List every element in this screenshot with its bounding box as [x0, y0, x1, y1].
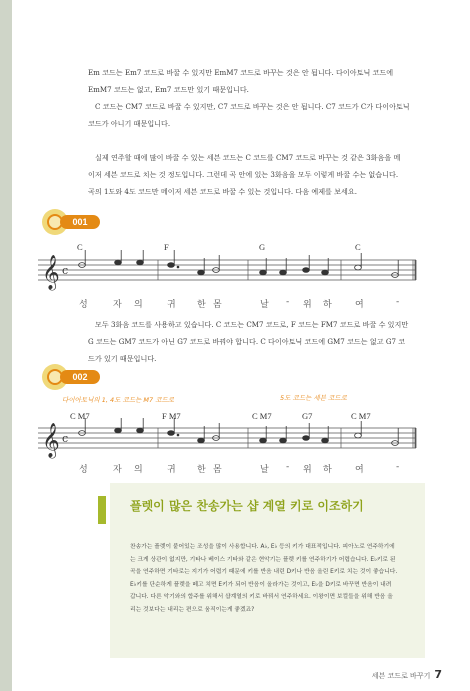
text-line: 곡을 연주하면 기타로는 지기가 어렵기 때문에 키를 반음 내린 D키나 반음 올린 E키로 치는 것이 좋습니다. [130, 569, 398, 576]
lyric-syllable: 자 [113, 465, 122, 475]
handwritten-note: 다이아토닉의 1, 4도 코드는 M7 코드로 [62, 396, 175, 404]
treble-clef-icon: 𝄞 [42, 423, 60, 458]
lyric-syllable: 귀 [167, 465, 176, 475]
lyric-syllable: - [286, 462, 290, 472]
text-line: C 코드는 CM7 코드로 바꿀 수 있지만, C7 코드로 바꾸는 것은 안 됩니다. C7 코드가 C가 다이아토닉 [95, 102, 410, 111]
text-line: 찬송가는 플렛이 붙어있는 조성을 많이 사용합니다. A♭, E♭ 등의 키가 대표적입니다. 피아노로 연주하기에 [130, 544, 395, 550]
tip-accent-bar [98, 496, 106, 524]
example-number: 001 [60, 215, 100, 229]
page-footer [372, 668, 442, 681]
example-number: 002 [60, 370, 100, 384]
music-staff-2 [38, 418, 418, 463]
lyric-syllable: 몸 [213, 300, 222, 310]
text-line: E♭키를 단순하게 플렛을 떼고 치면 E키가 되어 반음이 올라가는 것이고, E♭을 D키로 바꾸면 반음이 내려 [130, 581, 392, 588]
lyric-syllable: 위 [303, 465, 312, 475]
text-line: 모두 3화음 코드를 사용하고 있습니다. C 코드는 CM7 코드로, F 코드는 FM7 코드로 바꿀 수 있지만 [95, 320, 409, 329]
handwritten-note: 5도 코드는 세븐 코드로 [280, 394, 347, 402]
lyric-syllable: 성 [79, 300, 88, 310]
lyric-syllable: 날 [260, 300, 269, 310]
lyric-syllable: - [286, 297, 290, 307]
paragraph-2 [88, 149, 418, 200]
lyric-syllable: 성 [79, 465, 88, 475]
text-line: G 코드는 GM7 코드가 아닌 G7 코드로 바꿔야 합니다. C 다이아토닉 코드에 GM7 코드는 없고 G7 코 [88, 337, 406, 346]
lyric-syllable: 여 [355, 465, 364, 475]
chord-label: C M7 [70, 411, 90, 421]
chord-label: C [355, 242, 361, 252]
left-page-band [0, 0, 12, 691]
lyric-syllable: 하 [323, 465, 332, 475]
lyric-syllable: 의 [134, 465, 143, 475]
footer-section-label: 세븐 코드로 바꾸기 [371, 672, 431, 680]
text-line: 곡의 1도와 4도 코드만 메이저 세븐 코드로 바꿀 수 있는 것입니다. 다음 예제를 보세요. [88, 187, 357, 196]
lyric-syllable: - [396, 462, 400, 472]
chord-label: F M7 [162, 411, 181, 421]
text-line: 는 크게 상관이 없지만, 기타나 베이스 기타와 같은 현악기는 플렛 키를 연주하기가 어렵습니다. E♭키로 된 [130, 556, 396, 563]
text-line: 실제 연주할 때에 많이 바꿀 수 있는 세븐 코드는 C 코드를 CM7 코드로 바꾸는 것 같은 3화음을 메 [95, 153, 401, 162]
lyric-syllable: 한 [197, 465, 206, 475]
paragraph-3 [88, 316, 418, 367]
treble-clef-icon: 𝄞 [42, 255, 60, 290]
lyric-syllable: 날 [260, 465, 269, 475]
lyric-syllable: 하 [323, 300, 332, 310]
chord-label: C M7 [252, 411, 272, 421]
lyric-syllable: - [396, 297, 400, 307]
tip-box [110, 483, 425, 658]
lyric-syllable: 의 [134, 300, 143, 310]
chord-label: G7 [302, 411, 313, 421]
lyric-syllable: 몸 [213, 465, 222, 475]
svg-text:c: c [62, 264, 69, 277]
chord-label: C [77, 242, 83, 252]
intro-paragraph [88, 64, 418, 132]
music-staff-1 [38, 250, 418, 295]
lyric-syllable: 한 [197, 300, 206, 310]
text-line: Em 코드는 Em7 코드로 바꿀 수 있지만 EmM7 코드로 바꾸는 것은 안 됩니다. 다이아토닉 코드에 [88, 68, 394, 77]
text-line: 코드가 아니기 때문입니다. [88, 119, 171, 128]
page-number: 7 [434, 668, 442, 681]
svg-text:c: c [62, 432, 69, 445]
text-line: 이저 세븐 코드로 치는 것 정도입니다. 그런데 곡 안에 있는 3화음을 모두 이렇게 바꿀 수는 없습니다. [88, 170, 399, 179]
lyric-syllable: 귀 [167, 300, 176, 310]
text-line: 리는 것보다는 내리는 편으로 움직이는게 좋겠죠? [130, 606, 255, 613]
lyric-syllable: 여 [355, 300, 364, 310]
lyric-syllable: 위 [303, 300, 312, 310]
lyric-syllable: 자 [113, 300, 122, 310]
chord-label: G [259, 242, 266, 252]
text-line: EmM7 코드는 없고, Em7 코드만 있기 때문입니다. [88, 85, 249, 94]
chord-label: F [164, 242, 169, 252]
text-line: 갑니다. 다른 악기와의 합주를 위해서 샵계열의 키로 바꿔서 연주하세요. 이왕이면 보컬들을 위해 반음 올 [130, 594, 393, 601]
chord-label: C M7 [351, 411, 371, 421]
tip-title: 플렛이 많은 찬송가는 샵 계열 키로 이조하기 [130, 499, 364, 513]
text-line: 드가 있기 때문입니다. [88, 354, 157, 363]
tip-body [130, 541, 415, 617]
